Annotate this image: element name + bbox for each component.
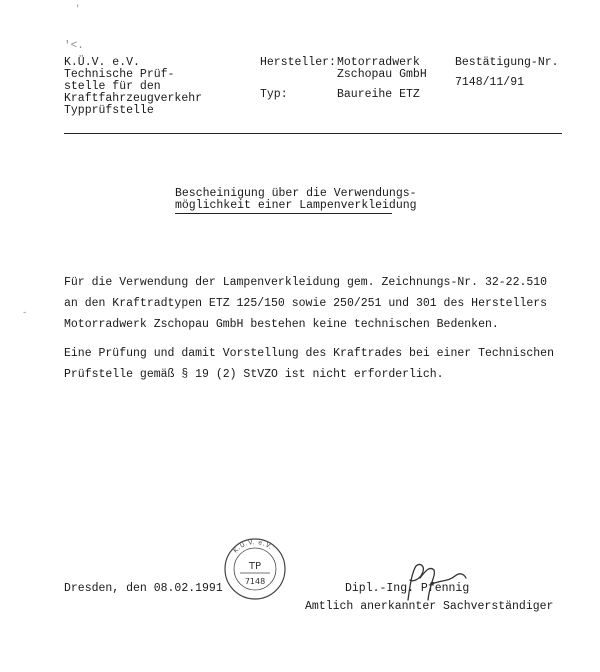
stamp-center-text: TP <box>248 561 262 572</box>
org-line: Kraftfahrzeugverkehr <box>64 92 203 105</box>
stamp-number: 7148 <box>244 577 266 586</box>
org-line: Technische Prüf- <box>64 68 175 81</box>
manufacturer-label: Hersteller: <box>260 56 336 69</box>
scan-mark: '<. <box>64 40 84 52</box>
confirmation-label: Bestätigung-Nr. <box>455 56 559 69</box>
type-label: Typ: <box>260 88 288 101</box>
manufacturer-line: Motorradwerk <box>337 56 420 69</box>
org-line: K.Ü.V. e.V. <box>64 56 140 69</box>
signer-title: Amtlich anerkannter Sachverständiger <box>305 600 554 613</box>
scan-speck: ' <box>75 4 81 14</box>
body-line: an den Kraftradtypen ETZ 125/150 sowie 250/251 und 301 des Herstellers <box>64 297 548 310</box>
subject-line: möglichkeit einer Lampenverkleidung <box>175 199 417 212</box>
org-line: Typprüfstelle <box>64 104 154 117</box>
signer-name: Dipl.-Ing. Pfennig <box>345 582 470 595</box>
org-line: stelle für den <box>64 80 161 93</box>
subject-underline <box>175 213 392 214</box>
manufacturer-line: Zschopau GmbH <box>337 68 427 81</box>
subject-line: Bescheinigung über die Verwendungs- <box>175 187 417 200</box>
type-value: Baureihe ETZ <box>337 88 420 101</box>
body-line: Motorradwerk Zschopau GmbH bestehen keine technischen Bedenken. <box>64 318 499 331</box>
header-divider <box>64 133 562 134</box>
confirmation-number: 7148/11/91 <box>455 76 525 89</box>
place-date: Dresden, den 08.02.1991 <box>64 582 223 595</box>
scan-speck: - <box>22 308 28 318</box>
body-line: Eine Prüfung und damit Vorstellung des Kraftrades bei einer Technischen <box>64 347 554 360</box>
official-stamp <box>223 537 287 601</box>
body-line: Für die Verwendung der Lampenverkleidung gem. Zeichnungs-Nr. 32-22.510 <box>64 276 548 289</box>
stamp-ring-text: K.Ü.V. e.V. <box>232 538 274 555</box>
handwritten-signature <box>400 560 470 606</box>
body-line: Prüfstelle gemäß § 19 (2) StVZO ist nicht erforderlich. <box>64 368 444 381</box>
